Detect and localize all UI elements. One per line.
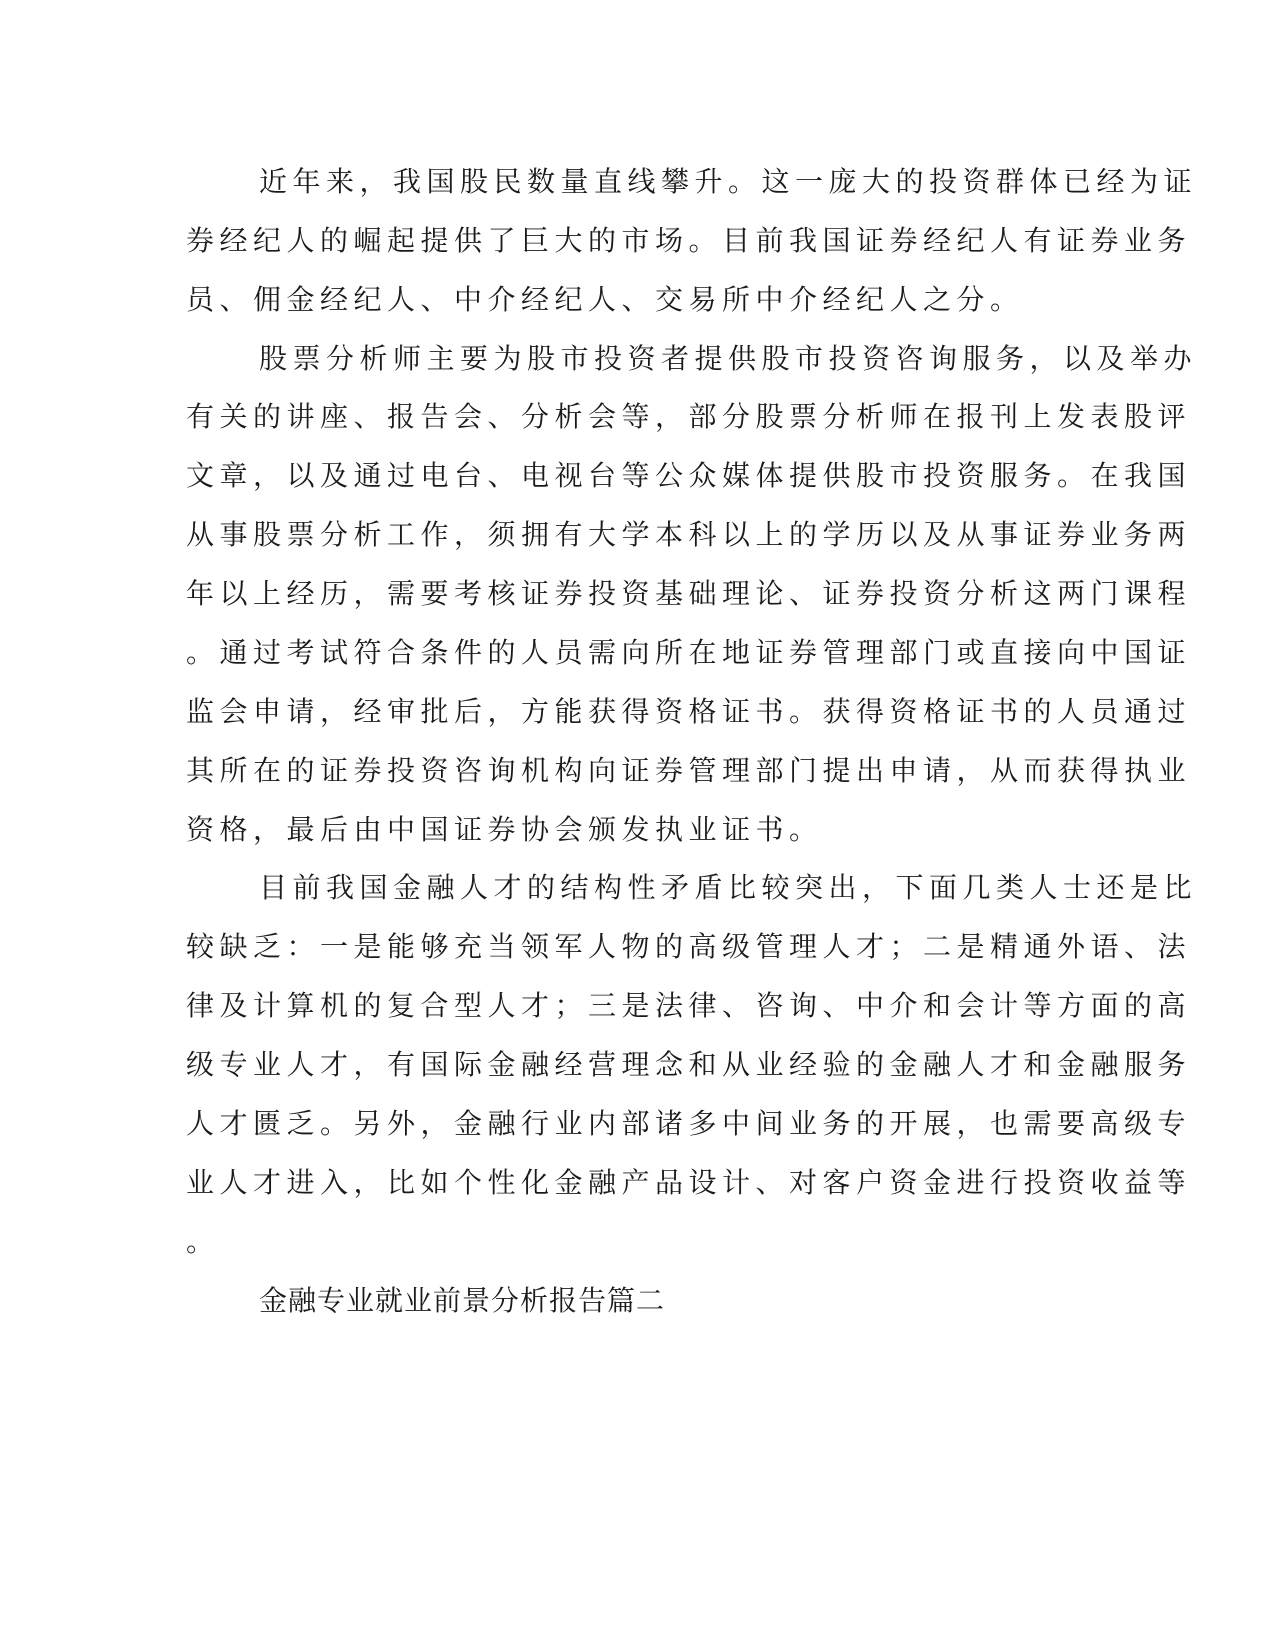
paragraph-3-line-5: 人才匮乏。另外，金融行业内部诸多中间业务的开展，也需要高级专 bbox=[186, 1107, 1192, 1140]
paragraph-3-line-3: 律及计算机的复合型人才；三是法律、咨询、中介和会计等方面的高 bbox=[186, 989, 1192, 1022]
section-heading: 金融专业就业前景分析报告篇二 bbox=[259, 1284, 666, 1317]
paragraph-2-line-1: 股票分析师主要为股市投资者提供股市投资咨询服务，以及举办 bbox=[259, 342, 1198, 375]
paragraph-2-line-3: 文章，以及通过电台、电视台等公众媒体提供股市投资服务。在我国 bbox=[186, 459, 1192, 492]
paragraph-1-line-2: 券经纪人的崛起提供了巨大的市场。目前我国证券经纪人有证券业务 bbox=[186, 224, 1192, 257]
paragraph-2-line-6: 。通过考试符合条件的人员需向所在地证券管理部门或直接向中国证 bbox=[186, 636, 1192, 669]
paragraph-2-line-7: 监会申请，经审批后，方能获得资格证书。获得资格证书的人员通过 bbox=[186, 695, 1192, 728]
paragraph-3-line-2: 较缺乏：一是能够充当领军人物的高级管理人才；二是精通外语、法 bbox=[186, 930, 1192, 963]
paragraph-2-line-8: 其所在的证券投资咨询机构向证券管理部门提出申请，从而获得执业 bbox=[186, 754, 1192, 787]
paragraph-2-line-2: 有关的讲座、报告会、分析会等，部分股票分析师在报刊上发表股评 bbox=[186, 400, 1192, 433]
paragraph-3-line-1: 目前我国金融人才的结构性矛盾比较突出，下面几类人士还是比 bbox=[259, 871, 1198, 904]
paragraph-3-line-4: 级专业人才，有国际金融经营理念和从业经验的金融人才和金融服务 bbox=[186, 1048, 1192, 1081]
paragraph-2-line-9: 资格，最后由中国证券协会颁发执业证书。 bbox=[186, 813, 823, 846]
paragraph-3-line-7: 。 bbox=[186, 1225, 220, 1258]
paragraph-2-line-5: 年以上经历，需要考核证券投资基础理论、证券投资分析这两门课程 bbox=[186, 577, 1192, 610]
paragraph-3-line-6: 业人才进入，比如个性化金融产品设计、对客户资金进行投资收益等 bbox=[186, 1166, 1192, 1199]
paragraph-1-line-1: 近年来，我国股民数量直线攀升。这一庞大的投资群体已经为证 bbox=[259, 165, 1198, 198]
paragraph-1-line-3: 员、佣金经纪人、中介经纪人、交易所中介经纪人之分。 bbox=[186, 283, 1024, 316]
paragraph-2-line-4: 从事股票分析工作，须拥有大学本科以上的学历以及从事证券业务两 bbox=[186, 518, 1192, 551]
